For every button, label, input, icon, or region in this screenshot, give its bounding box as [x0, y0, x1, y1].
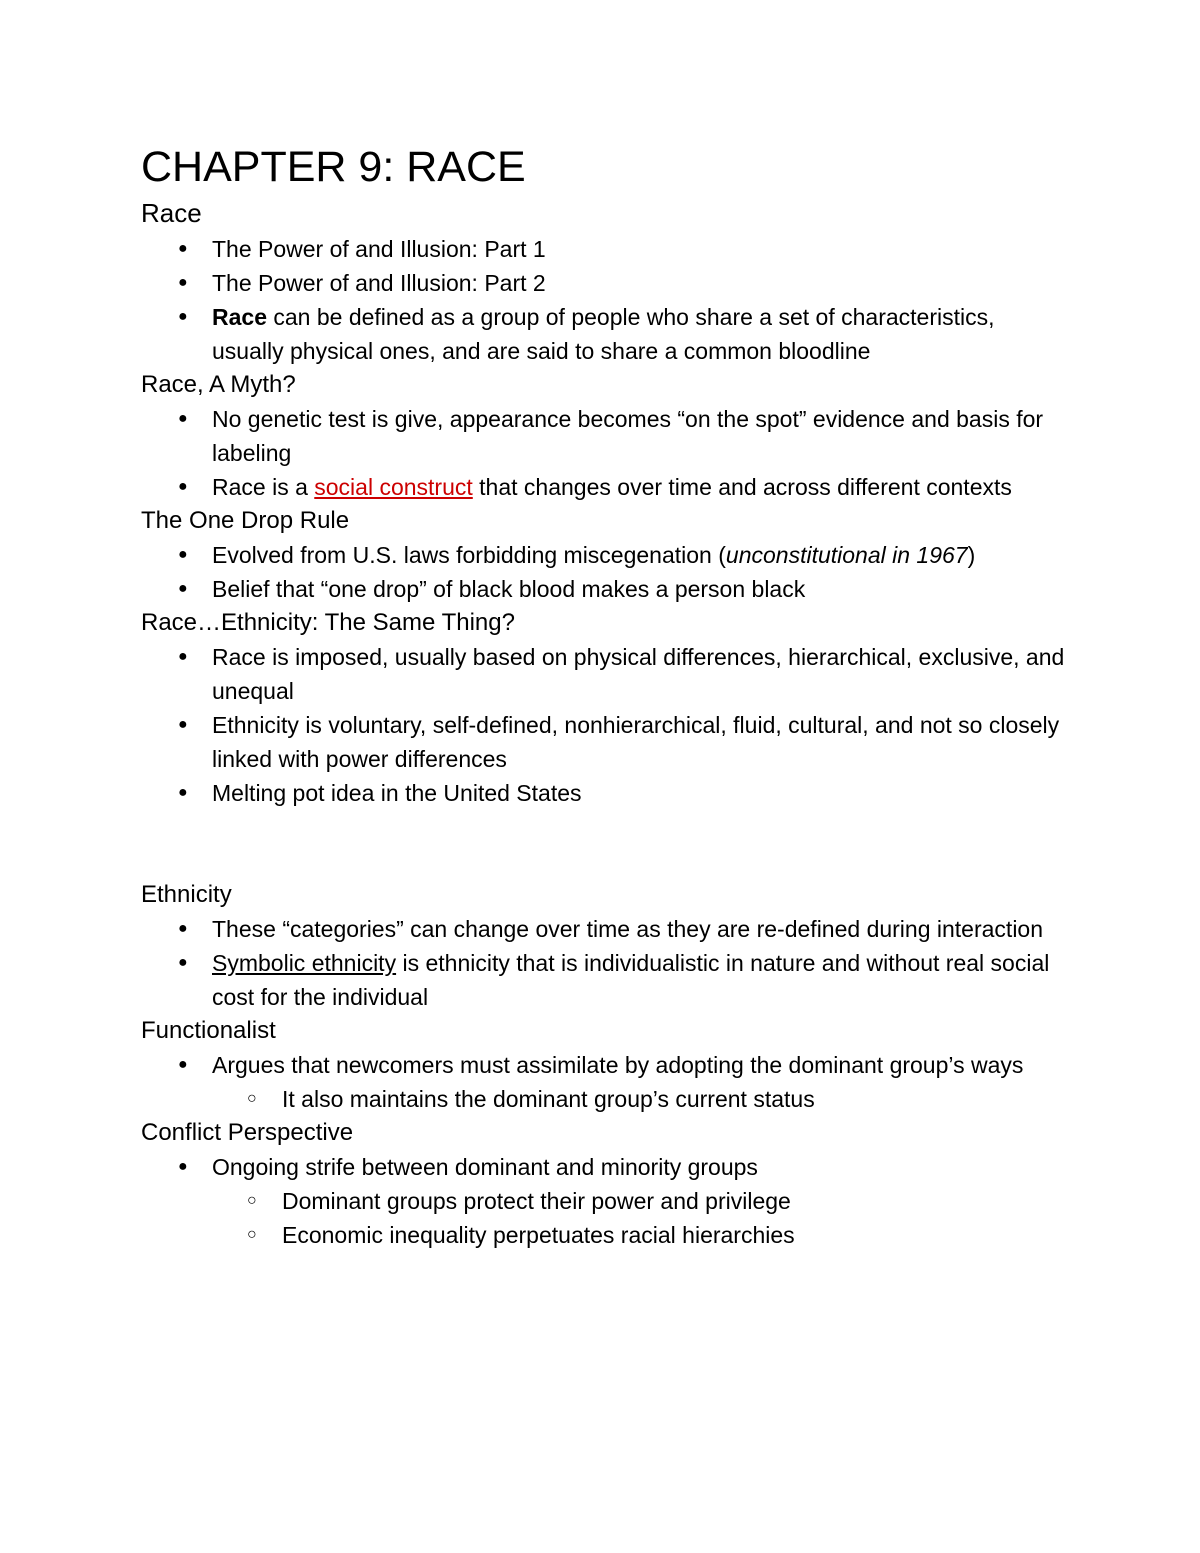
list-item: [141, 708, 1071, 776]
list-item-text: Argues that newcomers must assimilate by adopting the dominant group’s ways: [212, 1052, 1024, 1078]
section-heading-race: Race: [141, 198, 202, 228]
list-item: [141, 538, 1071, 572]
list-item-text: is ethnicity that is individualistic in nature and without real social cost for the individual: [212, 950, 1050, 1010]
list-item: [141, 300, 1071, 368]
list-item-text: Ongoing strife between dominant and minority groups: [212, 1154, 758, 1180]
race-list: [141, 232, 1071, 368]
bullet-icon: ●: [178, 1158, 188, 1175]
section-heading-myth: Race, A Myth?: [141, 371, 296, 398]
bullet-icon: ●: [178, 308, 188, 325]
list-item-text: Melting pot idea in the United States: [212, 780, 582, 806]
hollow-bullet-icon: ○: [247, 1192, 257, 1209]
defined-term: Race: [212, 304, 267, 330]
sub-list-item: [141, 1082, 1071, 1116]
list-item-text: The Power of and Illusion: Part 2: [212, 270, 546, 296]
list-item-text-post: ): [967, 542, 976, 568]
bullet-icon: ●: [178, 410, 188, 427]
list-item: [141, 776, 1071, 810]
social-construct-term: social construct: [314, 474, 473, 500]
bullet-icon: ●: [178, 546, 188, 563]
list-item: [141, 470, 1071, 504]
list-item: [141, 1048, 1071, 1082]
list-item-text: Ethnicity is voluntary, self-defined, nonhierarchical, fluid, cultural, and not so closely linked with power differences: [212, 712, 1060, 772]
section-heading-one-drop: The One Drop Rule: [141, 507, 350, 534]
bullet-icon: ●: [178, 954, 188, 971]
list-item: [141, 1150, 1071, 1184]
functionalist-list: [141, 1048, 1071, 1116]
page-title: CHAPTER 9: RACE: [141, 143, 526, 191]
bullet-icon: ●: [178, 648, 188, 665]
list-item-text: The Power of and Illusion: Part 1: [212, 236, 546, 262]
section-heading-functionalist: Functionalist: [141, 1017, 276, 1044]
bullet-icon: ●: [178, 580, 188, 597]
section-heading-ethnicity: Ethnicity: [141, 881, 232, 908]
conflict-list: [141, 1150, 1071, 1252]
list-item: [141, 232, 1071, 266]
myth-list: [141, 402, 1071, 504]
symbolic-ethnicity-term: Symbolic ethnicity: [212, 950, 397, 976]
one-drop-list: [141, 538, 1071, 606]
bullet-icon: ●: [178, 240, 188, 257]
list-item: [141, 572, 1071, 606]
sub-list-item-text: It also maintains the dominant group’s current status: [282, 1086, 815, 1112]
bullet-icon: ●: [178, 920, 188, 937]
definition-text: can be defined as a group of people who share a set of characteristics, usually physical ones, and are said to share a common bloodline: [212, 304, 995, 364]
bullet-icon: ●: [178, 1056, 188, 1073]
document-page: [141, 140, 1071, 1252]
list-item: [141, 640, 1071, 708]
bullet-icon: ●: [178, 478, 188, 495]
list-item: [141, 912, 1071, 946]
sub-list-item-text: Dominant groups protect their power and privilege: [282, 1188, 791, 1214]
list-item-text: Race is imposed, usually based on physical differences, hierarchical, exclusive, and unequal: [212, 644, 1065, 704]
bullet-icon: ●: [178, 784, 188, 801]
list-item-text-pre: Race is a: [212, 474, 315, 500]
list-item: [141, 946, 1071, 1014]
list-item: [141, 266, 1071, 300]
list-item-text: No genetic test is give, appearance becomes “on the spot” evidence and basis for labeling: [212, 406, 1044, 466]
hollow-bullet-icon: ○: [247, 1090, 257, 1107]
ethnicity-list: [141, 912, 1071, 1014]
bullet-icon: ●: [178, 716, 188, 733]
bullet-icon: ●: [178, 274, 188, 291]
sub-list-item: [141, 1184, 1071, 1218]
sub-list-item-text: Economic inequality perpetuates racial hierarchies: [282, 1222, 795, 1248]
sub-list-item: [141, 1218, 1071, 1252]
list-item-text-pre: Evolved from U.S. laws forbidding miscegenation (: [212, 542, 726, 568]
italic-note: unconstitutional in 1967: [725, 542, 968, 568]
list-item-text-post: that changes over time and across different contexts: [472, 474, 1012, 500]
hollow-bullet-icon: ○: [247, 1226, 257, 1243]
blank-space: [141, 810, 1071, 878]
section-heading-same-thing: Race…Ethnicity: The Same Thing?: [141, 609, 515, 636]
list-item-text: Belief that “one drop” of black blood makes a person black: [212, 576, 806, 602]
list-item-text: These “categories” can change over time as they are re-defined during interaction: [212, 916, 1044, 942]
list-item: [141, 402, 1071, 470]
same-thing-list: [141, 640, 1071, 810]
section-heading-conflict: Conflict Perspective: [141, 1119, 354, 1146]
